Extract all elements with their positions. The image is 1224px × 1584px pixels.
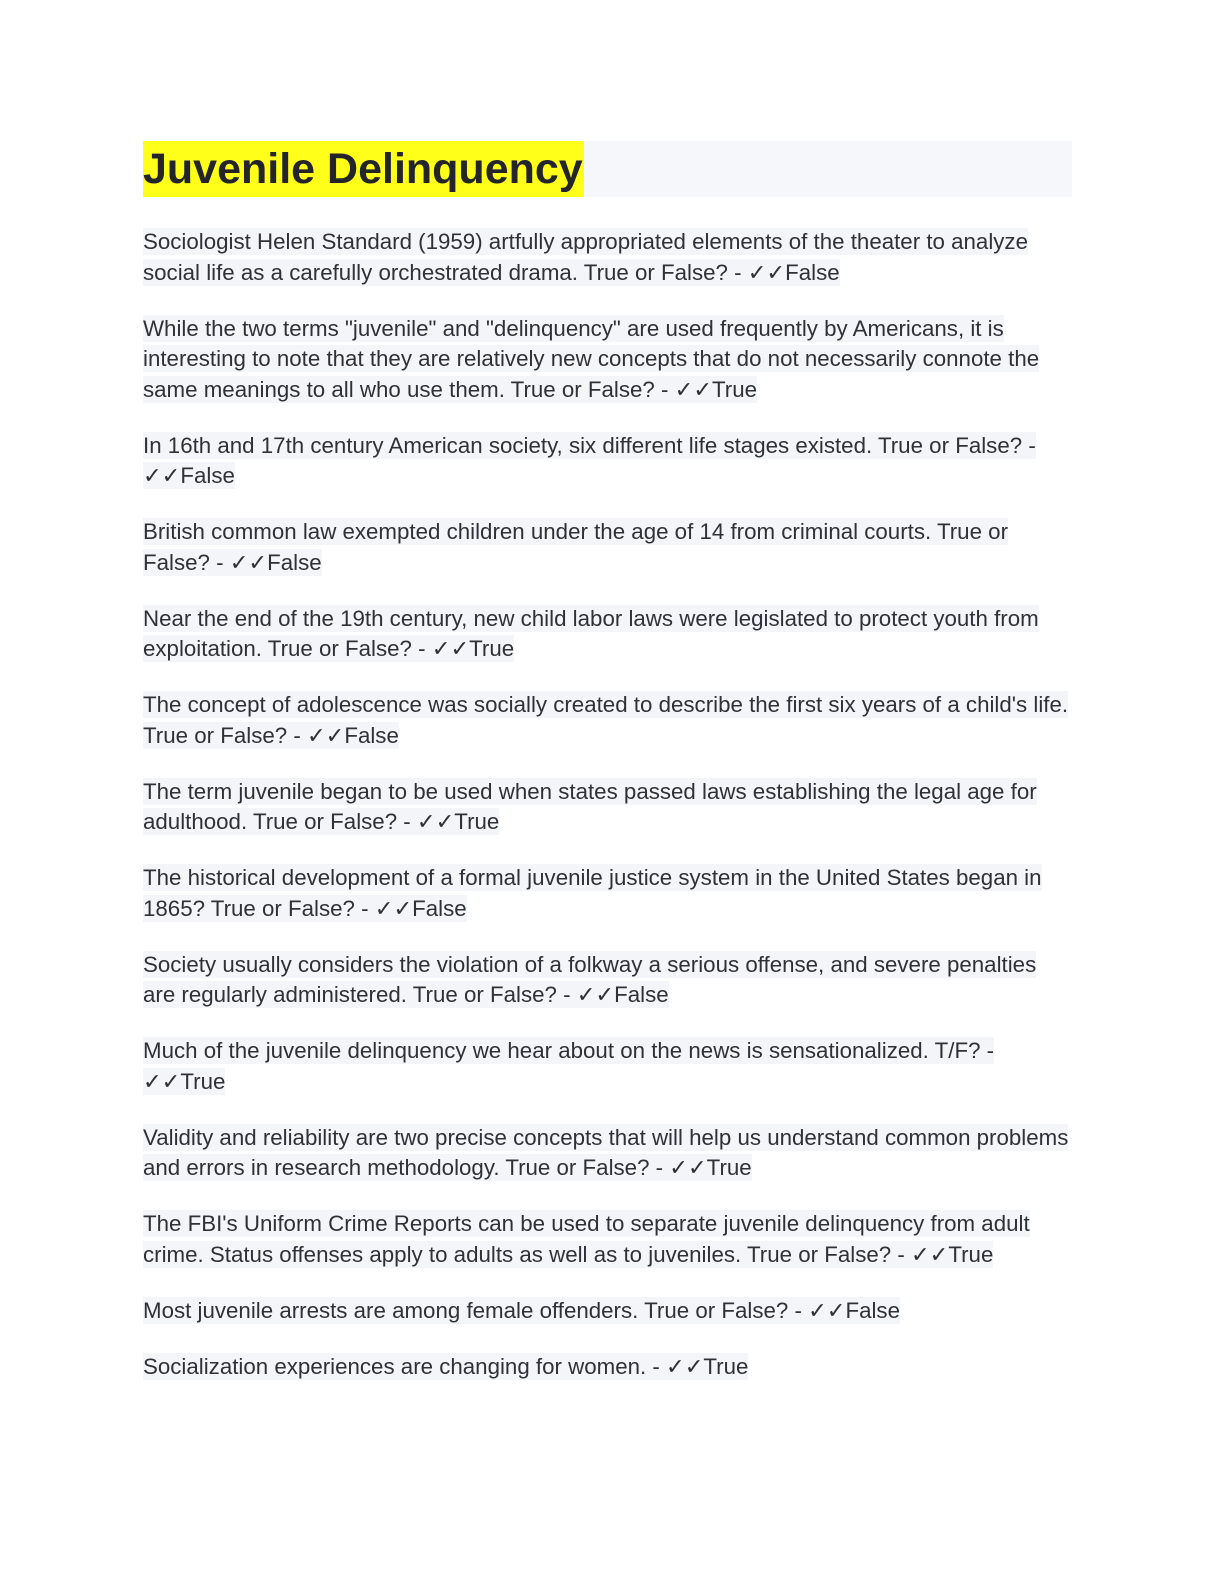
question-item xyxy=(143,777,1073,838)
question-text: The term juvenile began to be used when states passed laws establishing the legal age for adulthood. True or False? - ✓✓True xyxy=(143,778,1037,834)
question-item xyxy=(143,517,1073,578)
question-item xyxy=(143,950,1073,1011)
question-text: Socialization experiences are changing for women. - ✓✓True xyxy=(143,1353,749,1379)
question-item xyxy=(143,1123,1073,1184)
question-item xyxy=(143,1352,1073,1383)
question-text: Much of the juvenile delinquency we hear about on the news is sensationalized. T/F? - ✓✓True xyxy=(143,1038,995,1094)
question-item xyxy=(143,863,1073,924)
question-text: Sociologist Helen Standard (1959) artfully appropriated elements of the theater to analyze social life as a carefully orchestrated drama. True or False? - ✓✓False xyxy=(143,229,1028,285)
question-text: Validity and reliability are two precise concepts that will help us understand common problems and errors in research methodology. True or False? - ✓✓True xyxy=(143,1124,1069,1180)
title-bar xyxy=(143,141,1072,197)
question-item xyxy=(143,1036,1073,1097)
question-item xyxy=(143,314,1073,406)
question-list xyxy=(143,227,1073,1382)
question-text: The concept of adolescence was socially created to describe the first six years of a child's life. True or False? - ✓✓False xyxy=(143,692,1069,748)
question-text: Most juvenile arrests are among female offenders. True or False? - ✓✓False xyxy=(143,1297,900,1323)
question-text: The historical development of a formal juvenile justice system in the United States began in 1865? True or False? - ✓✓False xyxy=(143,865,1042,921)
question-item xyxy=(143,431,1073,492)
question-item xyxy=(143,690,1073,751)
question-text: While the two terms "juvenile" and "delinquency" are used frequently by Americans, it is interesting to note that they are relatively new concepts that do not necessarily connote the same meanings to all who use them. True or False? - ✓✓True xyxy=(143,315,1040,402)
question-text: The FBI's Uniform Crime Reports can be used to separate juvenile delinquency from adult crime. Status offenses apply to adults as well as to juveniles. True or False? - ✓✓True xyxy=(143,1211,1030,1267)
question-item xyxy=(143,1209,1073,1270)
question-item xyxy=(143,227,1073,288)
document-page xyxy=(143,141,1073,1408)
page-title: Juvenile Delinquency xyxy=(143,141,584,197)
question-text: In 16th and 17th century American society, six different life stages existed. True or False? - ✓✓False xyxy=(143,432,1036,488)
question-text: Society usually considers the violation of a folkway a serious offense, and severe penalties are regularly administered. True or False? - ✓✓False xyxy=(143,951,1037,1007)
question-item xyxy=(143,1296,1073,1327)
question-text: British common law exempted children under the age of 14 from criminal courts. True or False? - ✓✓False xyxy=(143,519,1009,575)
question-text: Near the end of the 19th century, new child labor laws were legislated to protect youth from exploitation. True or False? - ✓✓True xyxy=(143,605,1039,661)
question-item xyxy=(143,604,1073,665)
